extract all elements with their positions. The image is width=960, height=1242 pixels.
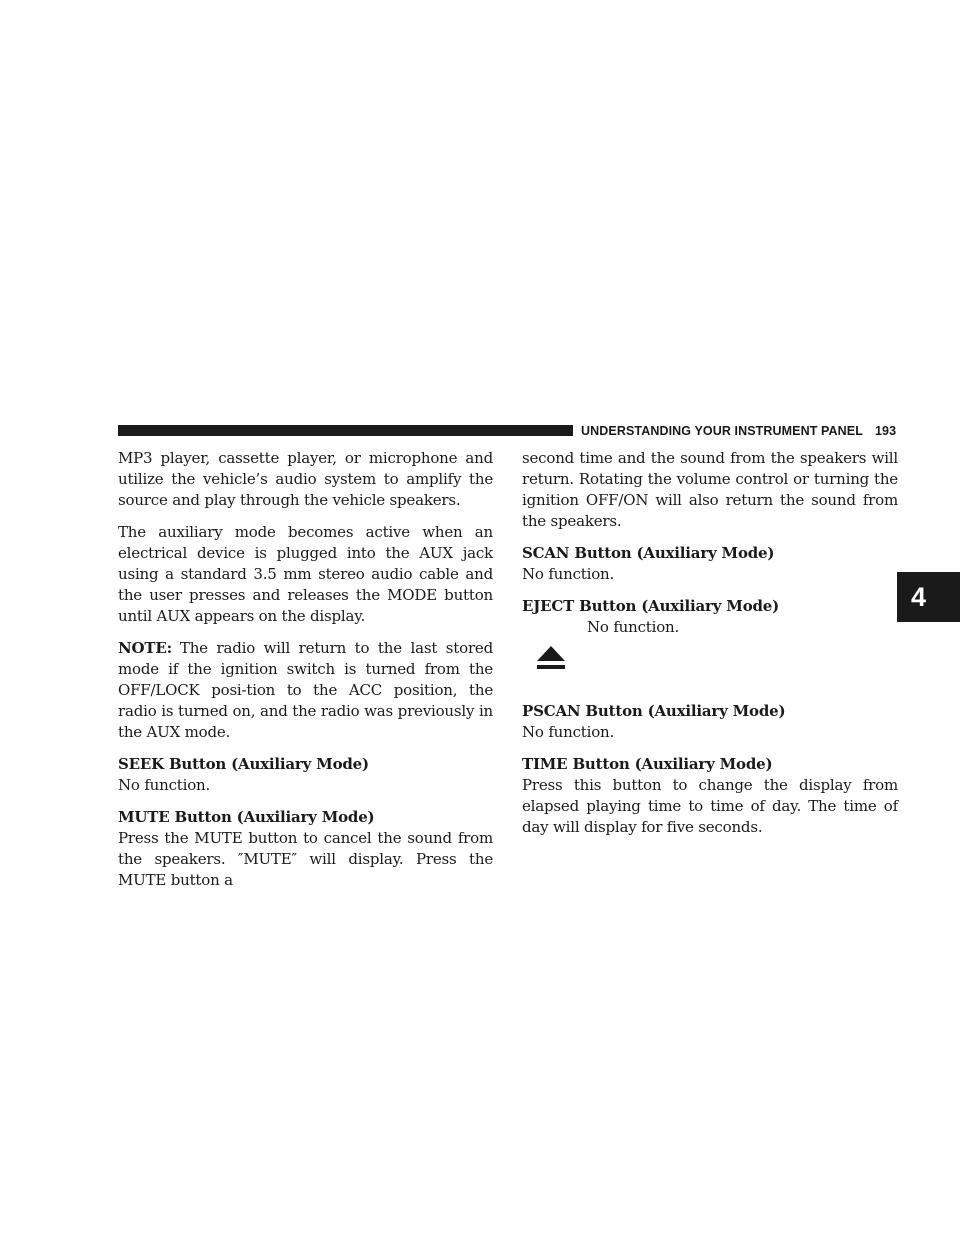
eject-heading: EJECT Button (Auxiliary Mode) <box>522 597 780 615</box>
paragraph-intro: MP3 player, cassette player, or microphone and utilize the vehicle’s audio system to amplify the source and play through the vehicle speakers. <box>118 449 493 509</box>
page-number: 193 <box>874 424 897 438</box>
eject-row <box>522 617 898 701</box>
chapter-tab <box>897 572 960 622</box>
scan-heading: SCAN Button (Auxiliary Mode) <box>522 544 775 562</box>
seek-text: No function. <box>118 776 211 794</box>
paragraph-aux-mode: The auxiliary mode becomes active when an electrical device is plugged into the AUX jack using a standard 3.5 mm stereo audio cable and the user presses and releases the MODE button until AUX appears on the display. <box>118 523 493 625</box>
note-label: NOTE: <box>118 639 172 657</box>
pscan-text: No function. <box>522 723 615 741</box>
note-text: The radio will return to the last stored mode if the ignition switch is turned from the OFF/LOCK posi-tion to the ACC position, the radio is turned on, and the radio was previously in the AUX mode. <box>118 639 493 741</box>
time-heading: TIME Button (Auxiliary Mode) <box>522 755 773 773</box>
right-column <box>522 448 898 849</box>
running-header <box>581 423 896 439</box>
seek-heading: SEEK Button (Auxiliary Mode) <box>118 755 369 773</box>
pscan-heading: PSCAN Button (Auxiliary Mode) <box>522 702 786 720</box>
paragraph-mute-continued: second time and the sound from the speakers will return. Rotating the volume control or turning the ignition OFF/ON will also return the sound from the speakers. <box>522 449 898 530</box>
section-title: UNDERSTANDING YOUR INSTRUMENT PANEL <box>581 424 863 438</box>
mute-heading: MUTE Button (Auxiliary Mode) <box>118 808 375 826</box>
left-column <box>118 448 493 902</box>
chapter-number: 4 <box>911 582 927 612</box>
time-text: Press this button to change the display from elapsed playing time to time of day. The time of day will display for five seconds. <box>522 776 898 836</box>
mute-text: Press the MUTE button to cancel the sound from the speakers. ″MUTE″ will display. Press the MUTE button a <box>118 829 493 889</box>
header-rule <box>118 425 573 436</box>
eject-text: No function. <box>587 618 680 636</box>
eject-icon <box>537 646 565 670</box>
scan-text: No function. <box>522 565 615 583</box>
note-paragraph <box>118 638 493 743</box>
